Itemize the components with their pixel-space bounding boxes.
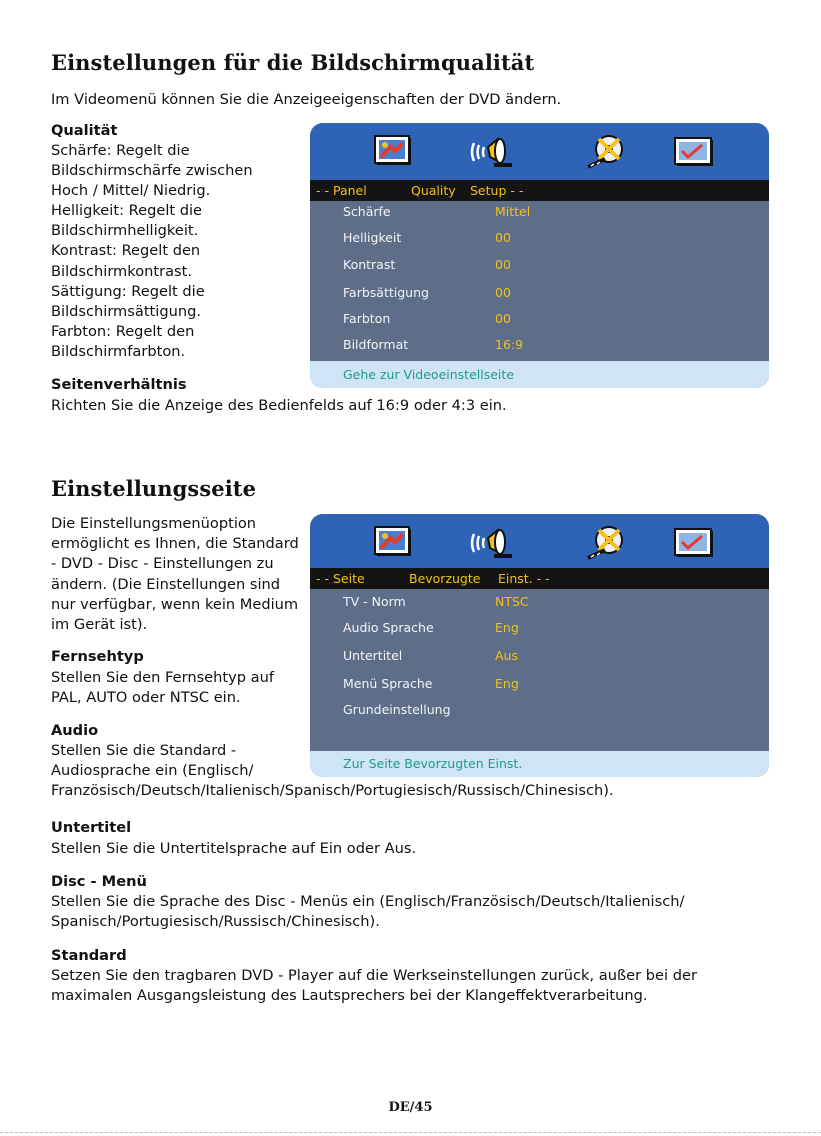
settings-screen-icon[interactable] <box>371 524 417 562</box>
disc-video-icon[interactable] <box>585 524 631 562</box>
breadcrumb-part: Einst. - - <box>498 571 550 586</box>
menu-item-label[interactable]: Menü Sprache <box>343 676 433 691</box>
menu-item-value[interactable]: 00 <box>495 230 511 245</box>
menu-breadcrumb <box>310 568 769 589</box>
intro-line: - DVD - Disc - Einstellungen zu <box>51 555 274 573</box>
quality-line: Bildschirmkontrast. <box>51 262 193 280</box>
quality-setup-menu <box>310 123 769 388</box>
audio-line: Französisch/Deutsch/Italienisch/Spanisch/Portugiesisch/Russisch/Chinesisch). <box>51 782 614 799</box>
menu-item-label[interactable]: TV - Norm <box>343 594 406 609</box>
tv-type-heading: Fernsehtyp <box>51 648 144 665</box>
settings-screen-icon[interactable] <box>371 133 417 171</box>
menu-item-value[interactable]: NTSC <box>495 594 529 609</box>
breadcrumb-part: Bevorzugte <box>409 571 481 586</box>
menu-item-label[interactable]: Untertitel <box>343 648 403 663</box>
page-number: DE/45 <box>388 1100 433 1115</box>
audio-heading: Audio <box>51 722 99 739</box>
breadcrumb-part: Setup - - <box>470 183 524 198</box>
menu-footer <box>310 751 769 777</box>
quality-line: Farbton: Regelt den <box>51 322 195 340</box>
audio-line: Stellen Sie die Standard - <box>51 742 237 759</box>
menu-item-value[interactable]: Aus <box>495 648 518 663</box>
settings-intro <box>51 514 299 635</box>
default-heading: Standard <box>51 947 127 964</box>
default-line: maximalen Ausgangsleistung des Lautsprechers bei der Klangeffektverarbeitung. <box>51 987 648 1004</box>
preferences-setup-menu <box>310 514 769 777</box>
quality-description <box>51 141 253 362</box>
quality-line: Helligkeit: Regelt die <box>51 202 203 220</box>
breadcrumb-part: - - Seite <box>316 571 365 586</box>
menu-item-label[interactable]: Grundeinstellung <box>343 702 451 717</box>
intro-line: ermöglicht es Ihnen, die Standard <box>51 535 299 553</box>
intro-line: nur verfügbar, wenn kein Medium <box>51 595 299 613</box>
disc-video-icon[interactable] <box>585 133 631 171</box>
menu-item-label[interactable]: Farbton <box>343 311 391 326</box>
menu-icon-bar <box>310 123 769 180</box>
menu-breadcrumb <box>310 180 769 201</box>
menu-item-label[interactable]: Bildformat <box>343 337 409 352</box>
default-line: Setzen Sie den tragbaren DVD - Player auf die Werkseinstellungen zurück, außer bei der <box>51 967 697 984</box>
tv-type-line: PAL, AUTO oder NTSC ein. <box>51 689 241 706</box>
menu-item-label[interactable]: Audio Sprache <box>343 620 434 635</box>
disc-menu-heading: Disc - Menü <box>51 873 147 890</box>
section-title-settings: Einstellungsseite <box>51 476 257 501</box>
disc-menu-line: Spanisch/Portugiesisch/Russisch/Chinesisch). <box>51 913 380 930</box>
aspect-text: Richten Sie die Anzeige des Bedienfelds auf 16:9 oder 4:3 ein. <box>51 397 507 414</box>
quality-line: Sättigung: Regelt die <box>51 282 205 300</box>
breadcrumb-part: Quality <box>411 183 456 198</box>
speaker-audio-icon[interactable] <box>468 133 514 171</box>
menu-item-label[interactable]: Helligkeit <box>343 230 402 245</box>
menu-item-value[interactable]: Mittel <box>495 204 531 219</box>
menu-item-label[interactable]: Kontrast <box>343 257 396 272</box>
disc-menu-text <box>51 892 684 932</box>
menu-icon-bar <box>310 514 769 571</box>
quality-line: Kontrast: Regelt den <box>51 242 201 260</box>
aspect-heading: Seitenverhältnis <box>51 376 187 393</box>
menu-item-value[interactable]: 00 <box>495 257 511 272</box>
subtitle-text: Stellen Sie die Untertitelsprache auf Ein oder Aus. <box>51 840 417 857</box>
menu-item-value[interactable]: Eng <box>495 620 519 635</box>
speaker-audio-icon[interactable] <box>468 524 514 562</box>
quality-line: Bildschirmschärfe zwischen <box>51 162 253 180</box>
intro-line: Die Einstellungsmenüoption <box>51 515 257 532</box>
tv-type-line: Stellen Sie den Fernsehtyp auf <box>51 669 274 686</box>
menu-item-value[interactable]: 00 <box>495 285 511 300</box>
menu-footer <box>310 361 769 388</box>
tv-preferences-icon[interactable] <box>672 133 718 171</box>
subtitle-heading: Untertitel <box>51 819 132 836</box>
tv-type-text <box>51 668 274 708</box>
quality-line: Bildschirmfarbton. <box>51 342 186 360</box>
menu-footer-text: Gehe zur Videoeinstellseite <box>343 367 514 382</box>
quality-line: Bildschirmhelligkeit. <box>51 222 199 240</box>
intro-line: ändern. (Die Einstellungen sind <box>51 575 281 593</box>
quality-line: Schärfe: Regelt die <box>51 142 190 159</box>
section-title-quality: Einstellungen für die Bildschirmqualität <box>51 50 535 75</box>
menu-item-value[interactable]: 16:9 <box>495 337 524 352</box>
quality-line: Hoch / Mittel/ Niedrig. <box>51 182 211 200</box>
menu-footer-text: Zur Seite Bevorzugten Einst. <box>343 756 523 771</box>
audio-line: Audiosprache ein (Englisch/ <box>51 762 254 779</box>
menu-item-label[interactable]: Farbsättigung <box>343 285 429 300</box>
tv-preferences-icon[interactable] <box>672 524 718 562</box>
page-bottom-rule <box>0 1132 821 1133</box>
menu-item-label[interactable]: Schärfe <box>343 204 391 219</box>
quality-heading: Qualität <box>51 122 118 139</box>
quality-line: Bildschirmsättigung. <box>51 302 201 320</box>
default-text <box>51 966 697 1006</box>
disc-menu-line: Stellen Sie die Sprache des Disc - Menüs ein (Englisch/Französisch/Deutsch/Italienisch/ <box>51 893 685 910</box>
intro-line: im Gerät ist). <box>51 616 148 634</box>
breadcrumb-part: - - Panel <box>316 183 367 198</box>
section-intro: Im Videomenü können Sie die Anzeigeeigenschaften der DVD ändern. <box>51 91 562 108</box>
menu-item-value[interactable]: Eng <box>495 676 519 691</box>
menu-item-value[interactable]: 00 <box>495 311 511 326</box>
